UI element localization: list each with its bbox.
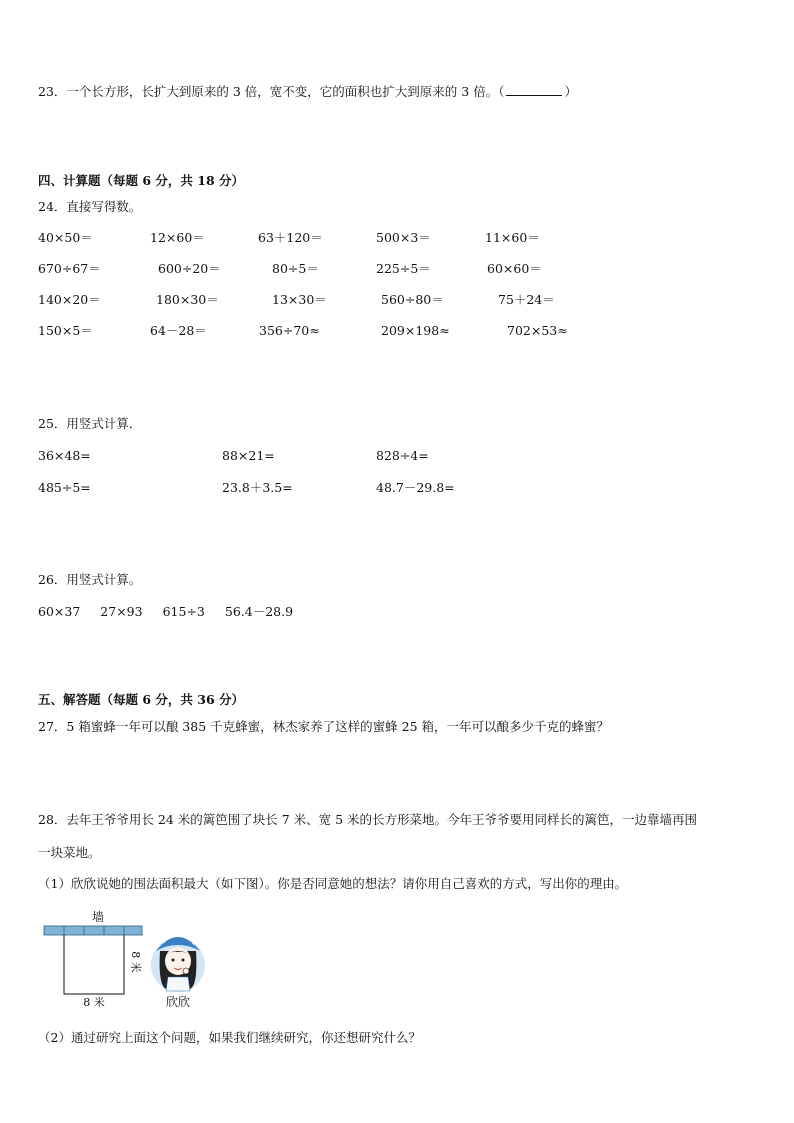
question-23	[38, 84, 577, 100]
q24-cell: 356÷70≈	[259, 323, 320, 338]
q24-cell: 12×60＝	[150, 230, 205, 245]
fence	[64, 935, 124, 994]
fence-figure	[40, 905, 210, 1013]
q24-cell: 209×198≈	[381, 323, 450, 338]
q24-cell: 80÷5＝	[272, 261, 319, 276]
q23-text: 23．一个长方形，长扩大到原来的 3 倍，宽不变，它的面积也扩大到原来的 3 倍。（	[38, 84, 505, 99]
question-25-title: 25．用竖式计算．	[38, 416, 142, 431]
q24-cell: 13×30＝	[272, 292, 327, 307]
q24-cell: 63＋120＝	[258, 230, 323, 245]
q25-item: 828÷4=	[376, 448, 429, 463]
bottom-label: 8 米	[83, 996, 105, 1009]
question-27: 27．5 箱蜜蜂一年可以酿 385 千克蜂蜜，林杰家养了这样的蜜蜂 25 箱，一年可以酿多少千克的蜂蜜？	[38, 719, 609, 734]
q25-item: 485÷5=	[38, 480, 91, 495]
q24-cell: 60×60＝	[487, 261, 542, 276]
section-5-title: 五、解答题（每题 6 分，共 36 分）	[38, 692, 245, 707]
q24-cell: 40×50＝	[38, 230, 93, 245]
question-24-title: 24．直接写得数。	[38, 199, 142, 214]
q26-item: 27×93	[100, 604, 143, 619]
girl-name: 欣欣	[165, 995, 191, 1009]
wall-label: 墙	[92, 910, 105, 924]
answer-blank[interactable]	[506, 84, 562, 96]
q26-items	[38, 604, 293, 620]
q24-cell: 64－28＝	[150, 323, 207, 338]
q26-item: 60×37	[38, 604, 81, 619]
q24-cell: 180×30＝	[156, 292, 219, 307]
girl-illustration	[151, 933, 205, 992]
question-28-sub1: （1）欣欣说她的围法面积最大（如下图）。你是否同意她的想法？请你用自己喜欢的方式，写出你的理由。	[38, 876, 628, 891]
question-28-line1: 28．去年王爷爷用长 24 米的篱笆围了块长 7 米、宽 5 米的长方形菜地。今年王爷爷要用同样长的篱笆，一边靠墙再围	[38, 812, 698, 827]
q24-cell: 702×53≈	[507, 323, 568, 338]
q25-item: 23.8＋3.5=	[222, 480, 293, 495]
q25-item: 48.7－29.8=	[376, 480, 455, 495]
q24-cell: 500×3＝	[376, 230, 431, 245]
q26-item: 615÷3	[162, 604, 205, 619]
q23-close: ）	[564, 84, 577, 99]
q24-cell: 75＋24＝	[498, 292, 555, 307]
q25-item: 36×48=	[38, 448, 91, 463]
q24-cell: 140×20＝	[38, 292, 101, 307]
question-28-line2: 一块菜地。	[38, 845, 101, 860]
wall	[44, 926, 142, 935]
q24-cell: 11×60＝	[485, 230, 540, 245]
q24-cell: 150×5＝	[38, 323, 93, 338]
q26-item: 56.4－28.9	[224, 604, 294, 619]
q24-cell: 225÷5＝	[376, 261, 431, 276]
q24-cell: 600÷20＝	[158, 261, 221, 276]
question-26-title: 26．用竖式计算。	[38, 572, 142, 587]
q25-item: 88×21=	[222, 448, 275, 463]
question-28-sub2: （2）通过研究上面这个问题，如果我们继续研究，你还想研究什么？	[38, 1030, 421, 1045]
side-label: 8 米	[129, 951, 142, 973]
q24-cell: 560÷80＝	[381, 292, 444, 307]
section-4-title: 四、计算题（每题 6 分，共 18 分）	[38, 173, 245, 188]
q24-cell: 670÷67＝	[38, 261, 101, 276]
